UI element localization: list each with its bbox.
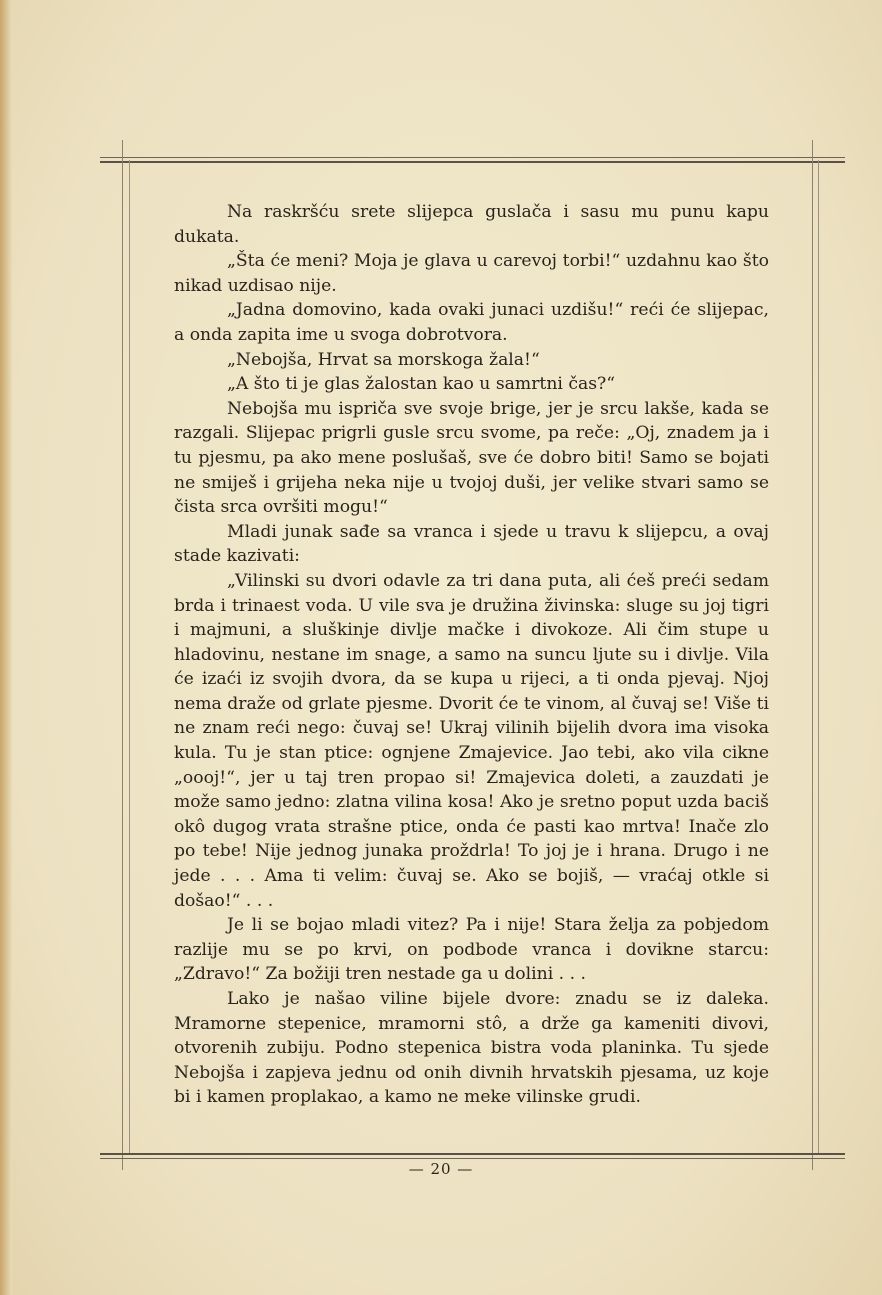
paragraph: „Vilinski su dvori odavle za tri dana puta, ali ćeš preći sedam brda i trinaest voda. U vile sva je družina živinska: sluge su joj tigri i majmuni, a sluškinje divlje mačke i divokoze. Ali čim stupe u hladovinu, nestane im snage, a samo na suncu ljute su i divlje. Vila će izaći iz svojih dvora, da se kupa u rijeci, a ti onda pjevaj. Njoj nema draže od grlate pjesme. Dvorit će te vinom, al čuvaj se! Više ti ne znam reći nego: čuvaj se! Ukraj vilinih bijelih dvora ima visoka kula. Tu je stan ptice: ognjene Zmajevice. Jao tebi, ako vila cikne „oooj!“, jer u taj tren propao si! Zmajevica doleti, a zauzdati je može samo jedno: zlatna vilina kosa! Ako je sretno poput uzda baciš okô dugog vrata strašne ptice, onda će pasti kao mrtva! Inače zlo po tebe! Nije jednog junaka proždrla! To joj je i hrana. Drugo i ne jede . . . Ama ti velim: čuvaj se. Ako se bojiš, — vraćaj otkle si došao!“ . . .	[174, 570, 769, 911]
paragraph: „Šta će meni? Moja je glava u carevoj torbi!“ uzdahnu kao što nikad uzdisao nije.	[174, 251, 769, 296]
page-edge	[0, 0, 12, 1295]
frame-rule-left-inner	[129, 160, 130, 1155]
paragraph: Je li se bojao mladi vitez? Pa i nije! Stara želja za pobjedom razlije mu se po krvi, on podbode vranca i dovikne starcu: „Zdravo!“ Za božiji tren nestade ga u dolini . . .	[174, 915, 769, 985]
paragraph: Na raskršću srete slijepca guslača i sasu mu punu kapu dukata.	[174, 202, 769, 247]
frame-rule-top	[100, 157, 845, 158]
paragraph: Lako je našao viline bijele dvore: znadu se iz daleka. Mramorne stepenice, mramorni stô, a drže ga kameniti divovi, otvorenih zubiju. Podno stepenica bistra voda planinka. Tu sjede Nebojša i zapjeva jednu od onih divnih hrvatskih pjesama, uz koje bi i kamen proplakao, a kamo ne meke vilinske grudi.	[174, 989, 769, 1108]
frame-rule-bottom	[100, 1153, 845, 1155]
paragraph: „Nebojša, Hrvat sa morskoga žala!“	[227, 349, 540, 370]
frame-rule-left	[122, 140, 123, 1170]
paragraph: Nebojša mu ispriča sve svoje brige, jer je srcu lakše, kada se razgali. Slijepac prigrli gusle srcu svome, pa reče: „Oj, znadem ja i tu pjesmu, pa ako mene poslušaš, sve će dobro biti! Samo se bojati ne smiješ i grijeha neka nije u tvojoj duši, jer velike stvari samo se čista srca ovršiti mogu!“	[174, 398, 769, 518]
paragraph: „A što ti je glas žalostan kao u samrtni čas?“	[227, 374, 616, 395]
frame-rule-bottom-inner	[100, 1158, 845, 1159]
frame-rule-top-inner	[100, 161, 845, 163]
frame-rule-right-inner	[818, 160, 819, 1155]
body-text	[174, 200, 769, 1110]
page-number: — 20 —	[408, 1160, 474, 1178]
frame-rule-right	[812, 140, 813, 1170]
paragraph: „Jadna domovino, kada ovaki junaci uzdišu!“ reći će slijepac, a onda zapita ime u svoga dobrotvora.	[174, 300, 769, 345]
paragraph: Mladi junak sađe sa vranca i sjede u travu k slijepcu, a ovaj stade kazivati:	[174, 521, 769, 567]
